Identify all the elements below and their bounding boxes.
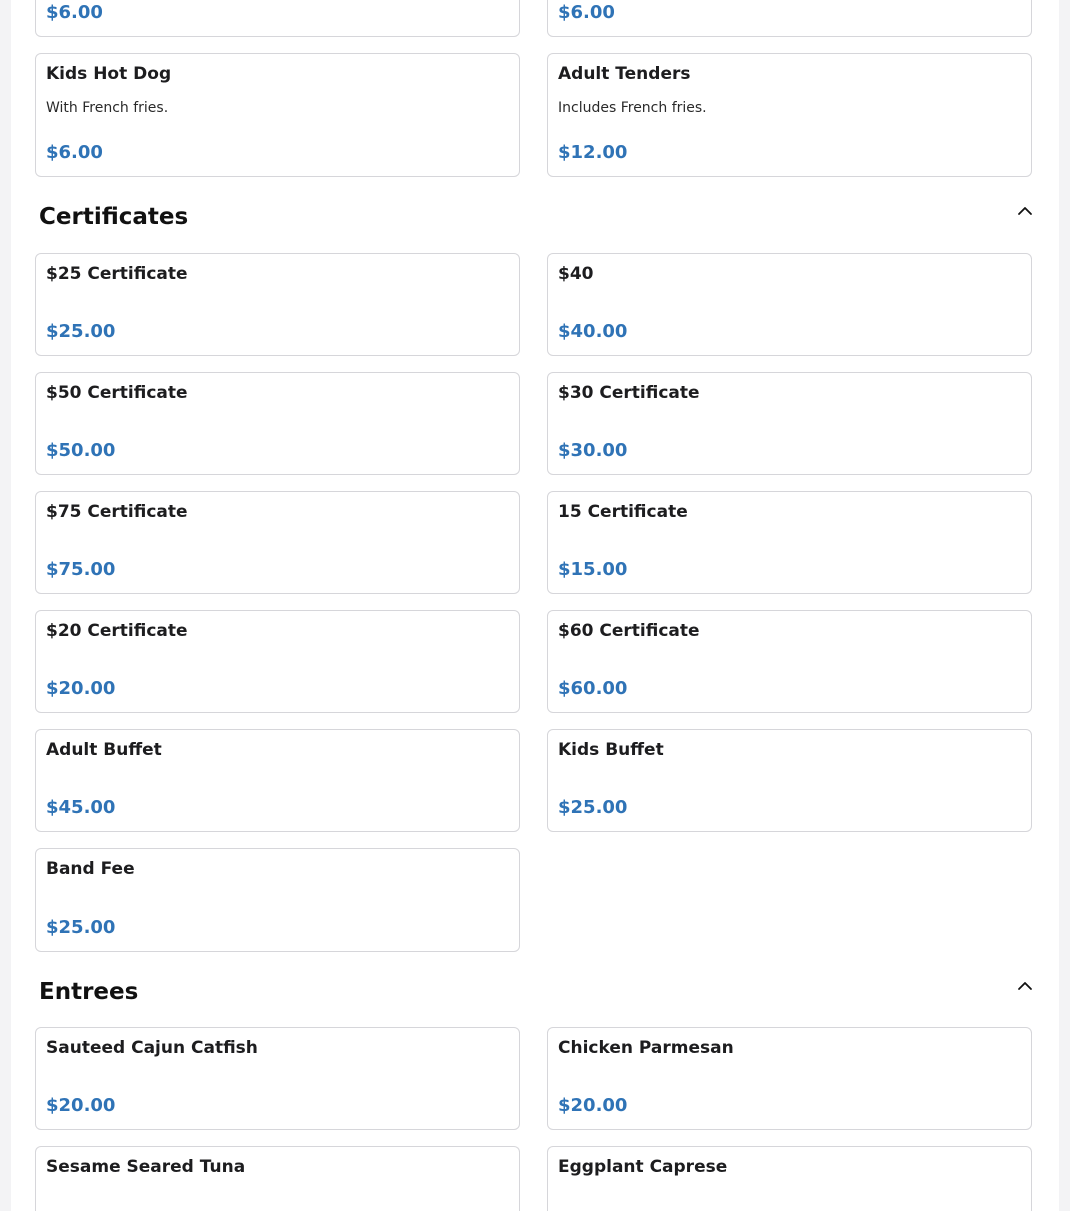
menu-item-card[interactable] xyxy=(35,848,520,952)
item-name: Adult Buffet xyxy=(46,740,162,760)
menu-item-card[interactable] xyxy=(35,729,520,832)
item-name: Sesame Seared Tuna xyxy=(46,1157,246,1177)
item-name: $20 Certificate xyxy=(46,621,188,641)
menu-item-card[interactable] xyxy=(547,491,1032,594)
item-price: $25.00 xyxy=(46,917,116,938)
menu-item-card[interactable] xyxy=(35,53,520,177)
item-name: Kids Buffet xyxy=(558,740,664,760)
item-name: Adult Tenders xyxy=(558,64,691,84)
menu-item-card[interactable] xyxy=(547,372,1032,475)
item-name: $25 Certificate xyxy=(46,264,188,284)
menu-item-card[interactable] xyxy=(547,610,1032,713)
item-price: $20.00 xyxy=(46,1095,116,1116)
item-name: $30 Certificate xyxy=(558,383,700,403)
menu-item-card[interactable] xyxy=(35,0,520,37)
chevron-up-icon[interactable] xyxy=(1015,201,1035,221)
item-name: $50 Certificate xyxy=(46,383,188,403)
item-price: $50.00 xyxy=(46,440,116,461)
item-price: $40.00 xyxy=(558,321,628,342)
chevron-up-icon[interactable] xyxy=(1015,976,1035,996)
item-price: $25.00 xyxy=(558,797,628,818)
section-title-entrees: Entrees xyxy=(39,979,139,1005)
item-price: $6.00 xyxy=(46,2,103,23)
menu-item-card[interactable] xyxy=(547,1027,1032,1130)
menu-item-card[interactable] xyxy=(35,610,520,713)
menu-page xyxy=(11,0,1059,1211)
menu-item-card[interactable] xyxy=(35,1027,520,1130)
menu-item-card[interactable] xyxy=(35,372,520,475)
item-price: $12.00 xyxy=(558,142,628,163)
item-description: Includes French fries. xyxy=(558,100,707,116)
menu-item-card[interactable] xyxy=(35,491,520,594)
item-price: $20.00 xyxy=(558,1095,628,1116)
item-price: $6.00 xyxy=(558,2,615,23)
item-price: $20.00 xyxy=(46,678,116,699)
item-name: Band Fee xyxy=(46,859,135,879)
item-name: $60 Certificate xyxy=(558,621,700,641)
menu-item-card[interactable] xyxy=(547,1146,1032,1211)
menu-item-card[interactable] xyxy=(547,729,1032,832)
item-description: With French fries. xyxy=(46,100,169,116)
item-name: Eggplant Caprese xyxy=(558,1157,728,1177)
item-price: $25.00 xyxy=(46,321,116,342)
item-name: $75 Certificate xyxy=(46,502,188,522)
item-name: Sauteed Cajun Catfish xyxy=(46,1038,258,1058)
item-price: $45.00 xyxy=(46,797,116,818)
item-name: Chicken Parmesan xyxy=(558,1038,734,1058)
item-price: $75.00 xyxy=(46,559,116,580)
item-name: $40 xyxy=(558,264,594,284)
menu-item-card[interactable] xyxy=(547,253,1032,356)
item-price: $6.00 xyxy=(46,142,103,163)
menu-item-card[interactable] xyxy=(35,253,520,356)
menu-item-card[interactable] xyxy=(547,53,1032,177)
item-name: 15 Certificate xyxy=(558,502,688,522)
menu-item-card[interactable] xyxy=(35,1146,520,1211)
section-title-certificates: Certificates xyxy=(39,204,189,230)
item-price: $15.00 xyxy=(558,559,628,580)
menu-item-card[interactable] xyxy=(547,0,1032,37)
item-price: $30.00 xyxy=(558,440,628,461)
item-name: Kids Hot Dog xyxy=(46,64,172,84)
item-price: $60.00 xyxy=(558,678,628,699)
